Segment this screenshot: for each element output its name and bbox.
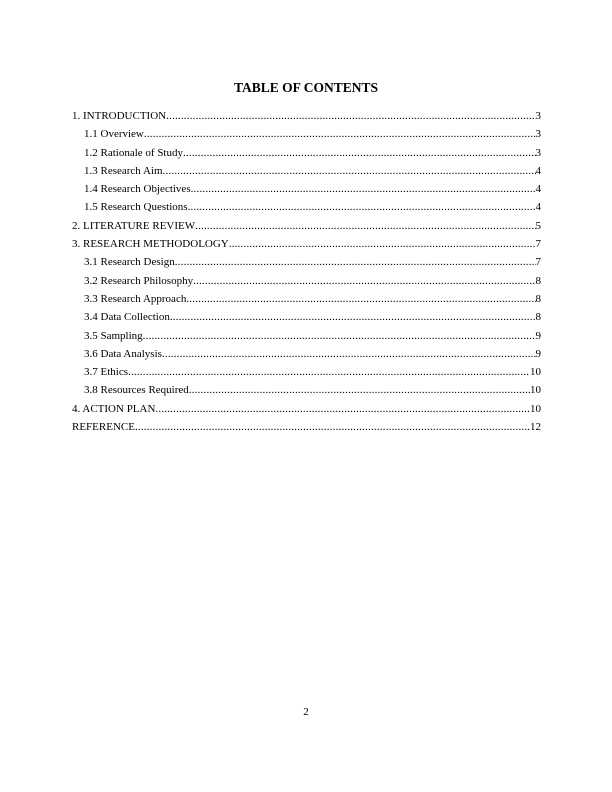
toc-entry-page: 8: [535, 292, 541, 305]
page-title: TABLE OF CONTENTS: [233, 80, 379, 95]
toc-entry-label: 1.3 Research Aim: [84, 164, 163, 177]
toc-entry-research-objectives[interactable]: [72, 180, 541, 198]
dot-leader: [163, 162, 536, 180]
toc-entry-research-design[interactable]: [72, 253, 541, 271]
dot-leader: [183, 144, 536, 162]
dot-leader: [162, 345, 536, 363]
toc-entry-research-aim[interactable]: [72, 162, 541, 180]
toc-entry-page: 3: [535, 110, 541, 122]
toc-entry-page: 8: [535, 274, 541, 287]
dot-leader: [135, 418, 530, 436]
toc-entry-page: 10: [530, 384, 541, 397]
toc-entry-research-questions[interactable]: [72, 198, 541, 216]
dot-leader: [175, 253, 536, 271]
dot-leader: [188, 198, 536, 216]
dot-leader: [186, 290, 535, 308]
toc-entry-data-collection[interactable]: [72, 308, 541, 326]
dot-leader: [144, 125, 536, 143]
toc-entry-rationale-of-study[interactable]: [72, 144, 541, 162]
toc-entry-label: REFERENCE: [72, 421, 135, 434]
toc-entry-research-approach[interactable]: [72, 290, 541, 308]
toc-entry-literature-review[interactable]: [72, 217, 541, 235]
toc-entry-label: 3.5 Sampling: [84, 329, 143, 342]
toc-entry-label: 1.4 Research Objectives: [84, 183, 191, 196]
toc-entry-page: 8: [535, 311, 541, 324]
toc-entry-label: 4. ACTION PLAN: [72, 402, 156, 415]
dot-leader: [155, 400, 530, 418]
toc-entry-page: 3: [535, 146, 541, 159]
toc-entry-page: 4: [535, 183, 541, 196]
toc-entry-label: 2. LITERATURE REVIEW: [72, 219, 196, 232]
toc-entry-label: 1.2 Rationale of Study: [84, 146, 183, 159]
toc-entry-page: 9: [535, 347, 541, 360]
toc-entry-label: 3.6 Data Analysis: [84, 347, 162, 360]
toc-entry-label: 3. RESEARCH METHODOLOGY: [72, 238, 229, 251]
dot-leader: [189, 381, 530, 399]
dot-leader: [143, 327, 536, 345]
toc-entry-overview[interactable]: [72, 125, 541, 143]
toc-entry-ethics[interactable]: [72, 363, 541, 381]
toc-entry-page: 3: [535, 128, 541, 141]
dot-leader: [170, 308, 536, 326]
toc-entry-label: 3.2 Research Philosophy: [84, 274, 194, 287]
toc-entry-sampling[interactable]: [72, 327, 541, 345]
toc-entry-data-analysis[interactable]: [72, 345, 541, 363]
toc-entry-label: 3.8 Resources Required: [84, 384, 189, 397]
dot-leader: [191, 180, 536, 198]
toc-entry-introduction[interactable]: [72, 107, 541, 125]
dot-leader: [128, 363, 530, 381]
toc-entry-action-plan[interactable]: [72, 400, 541, 418]
toc-entry-label: 3.4 Data Collection: [84, 311, 170, 324]
toc-entry-page: 9: [535, 329, 541, 342]
toc-entry-page: 7: [535, 238, 541, 251]
table-of-contents: [72, 107, 541, 436]
toc-entry-page: 7: [535, 256, 541, 269]
toc-entry-label: 3.3 Research Approach: [84, 292, 187, 305]
toc-entry-label: 1. INTRODUCTION: [72, 110, 167, 122]
toc-entry-research-philosophy[interactable]: [72, 272, 541, 290]
toc-entry-label: 3.7 Ethics: [84, 366, 128, 379]
dot-leader: [193, 272, 535, 290]
toc-entry-page: 4: [535, 164, 541, 177]
toc-entry-reference[interactable]: [72, 418, 541, 436]
toc-entry-page: 12: [530, 421, 541, 434]
toc-entry-page: 10: [530, 366, 541, 379]
dot-leader: [166, 107, 535, 125]
toc-entry-label: 1.1 Overview: [84, 128, 144, 141]
toc-entry-resources-required[interactable]: [72, 381, 541, 399]
toc-entry-research-methodology[interactable]: [72, 235, 541, 253]
dot-leader: [229, 235, 536, 253]
toc-entry-page: 10: [530, 402, 541, 415]
toc-entry-label: 1.5 Research Questions: [84, 201, 188, 214]
page-number: 2: [303, 706, 309, 718]
toc-entry-page: 4: [535, 201, 541, 214]
toc-entry-page: 5: [535, 219, 541, 232]
dot-leader: [195, 217, 535, 235]
toc-entry-label: 3.1 Research Design: [84, 256, 175, 269]
